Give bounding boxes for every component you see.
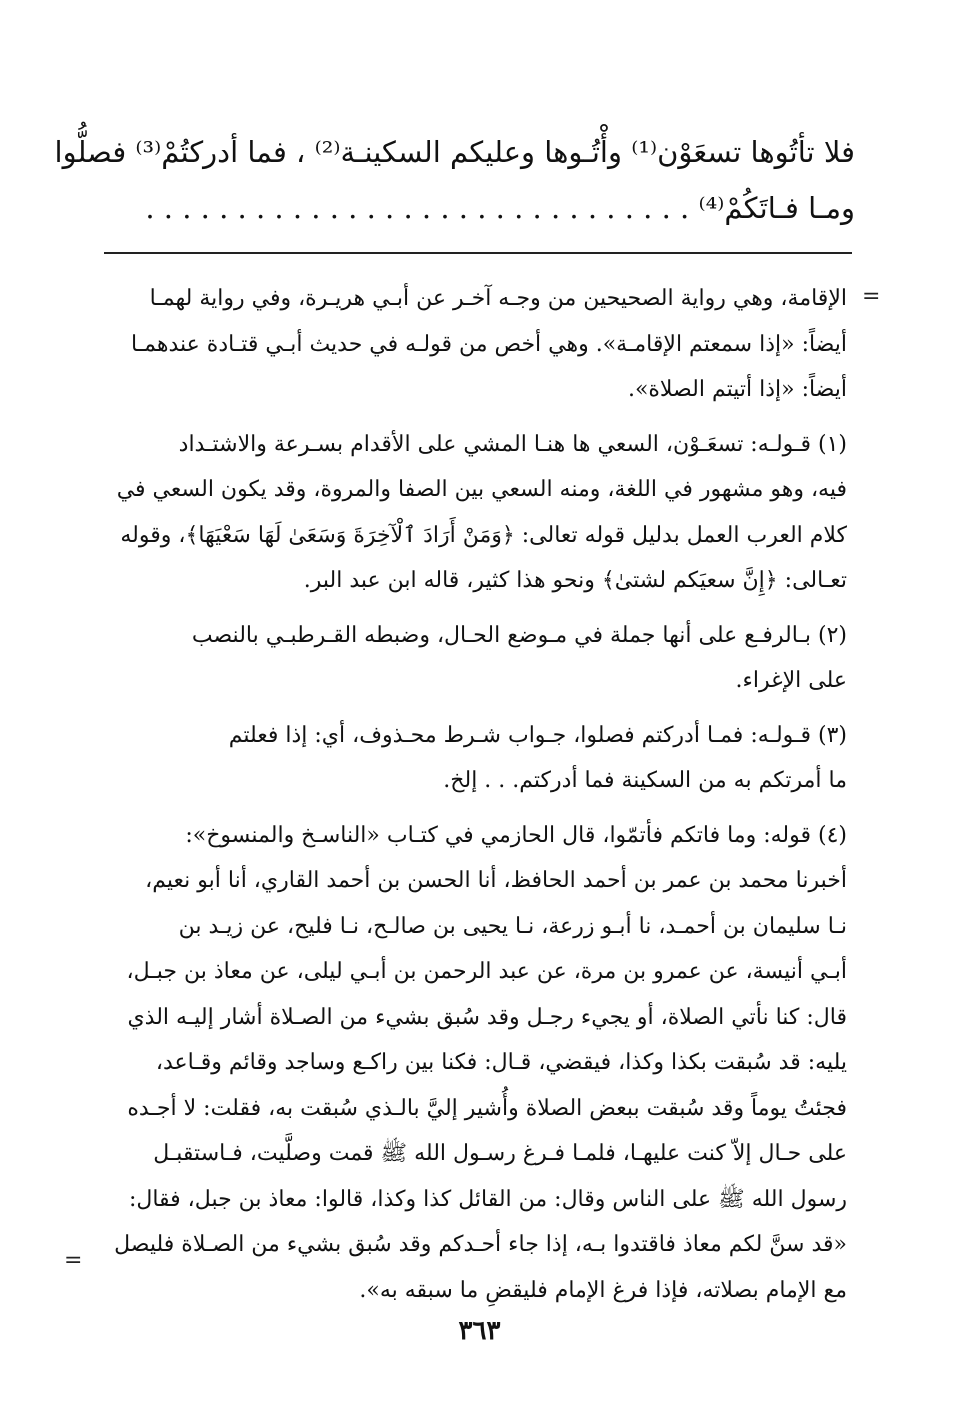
footnote-line: أيضاً: «إذا أتيتم الصلاة». <box>627 377 847 402</box>
main-text-line: فلا تأتُوها تسعَوْن⁽¹⁾ وأْتُـوها وعليكم السكينـة⁽²⁾ ، فما أدركتُمْ⁽³⁾ فصلُّوا <box>54 135 855 169</box>
footnote-line: نـا سليمان بن أحمـد، نا أبـو زرعة، نـا يحيى بن صالـح، نـا فليح، عن زيـد بن <box>178 913 847 939</box>
footnote-line: تعـالى: ﴿إِنَّ سعيَكم لشتىٰ﴾ ونحو هذا كثير، قاله ابن عبد البر. <box>303 568 847 593</box>
footnote-line: (٢) بـالرفـع على أنها جملة في مـوضع الحـال، وضبطه القـرطبـي بالنصب <box>191 622 847 648</box>
footnote-3 <box>100 713 847 804</box>
footnote-line: قال: كنا نأتي الصلاة، أو يجيء رجـل وقد سُبق بشيء من الصـلاة أشار إليـه الذي <box>127 1004 847 1030</box>
footnotes <box>100 276 847 1322</box>
footnote-2 <box>100 613 847 704</box>
footnote-line: فجئتُ يوماً وقد سُبقت ببعض الصلاة وأُشير إليَّ بالـذي سُبقت به، فقلت: لا أجـده <box>127 1095 847 1121</box>
footnote-line: (٤) قوله: وما فاتكم فأتمّوا، قال الحازمي في كتـاب «الناسـخ والمنسوخ»: <box>185 822 847 848</box>
continuation-mark: = <box>862 284 881 309</box>
footnote-line: فيه، وهو مشهور في اللغة، ومنه السعي بين الصفا والمروة، وقد يكون السعي في <box>116 477 847 502</box>
footnote-line: ما أمرتكم به من السكينة فما أدركتم. . . إلخ. <box>443 768 847 793</box>
footnote-divider <box>104 252 852 254</box>
footnote-line: أبـي أنيسة، عن عمرو بن مرة، عن عبد الرحمن بن أبـي ليلى، عن معاذ بن جبـل، <box>126 959 847 984</box>
footnote-line: مع الإمام بصلاته، فإذا فرغ الإمام فليقضِ ما سبقه به». <box>359 1277 847 1303</box>
footnote-line: الإقامة، وهي رواية الصحيحين من وجـه آخـر عن أبـي هريـرة، وفي رواية لهمـا <box>149 286 847 311</box>
footnote-line: رسول الله ﷺ على الناس وقال: من القائل كذا وكذا، قالوا: معاذ بن جبل، فقال: <box>128 1186 847 1212</box>
page-number: ٣٦٣ <box>458 1316 501 1346</box>
footnote-line: أيضاً: «إذا سمعتم الإقامـة». وهي أخص من قولـه في حديث أبـي قتـادة عندهمـا <box>131 331 847 357</box>
footnote-1 <box>100 422 847 604</box>
footnote-line: على حـال إلاّ كنت عليهـا، فلمـا فـرغ رسـول الله ﷺ قمت وصلَّيت، فـاستقبـل <box>153 1141 847 1166</box>
footnote-line: على الإغراء. <box>735 668 847 693</box>
continuation-mark: = <box>64 1248 83 1273</box>
footnote-4 <box>100 813 847 1314</box>
footnote-line: يليه: قد سُبقت بكذا وكذا، فيقضي، قـال: فكنا بين راكـع وساجد وقائم وقـاعد، <box>155 1050 847 1075</box>
footnote-line: كلام العرب العمل بدليل قوله تعالى: ﴿وَمَنْ أَرَادَ ٱلْآخِرَةَ وَسَعَىٰ لَهَا سَعْيَهَا﴾، وقوله <box>120 522 847 548</box>
main-text-line: ومـا فـاتَكُمْ⁽⁴⁾ . . . . . . . . . . . . . . . . . . . . . . . . . . . . . . <box>145 191 855 225</box>
footnote-line: «قد سنَّ لكم معاذ فاقتدوا بـه، إذا جاء أحـدكم وقد سُبق بشيء من الصـلاة فليصل <box>114 1232 847 1257</box>
main-hadith-text <box>54 124 855 236</box>
footnote-line: (٣) قـولـه: فمـا أدركتم فصلوا، جـواب شـرط محـذوف، أي: إذا فعلتم <box>228 722 847 748</box>
footnote-line: أخبرنا محمد بن عمر بن أحمد الحافظ، أنا الحسن بن أحمد القاري، أنا أبو نعيم، <box>145 868 847 893</box>
footnote-continuation <box>100 276 847 413</box>
footnote-line: (١) قـولـه: تسعَـوْن، السعي ها هنـا المشي على الأقدام بسـرعة والاشتـداد <box>178 431 847 457</box>
